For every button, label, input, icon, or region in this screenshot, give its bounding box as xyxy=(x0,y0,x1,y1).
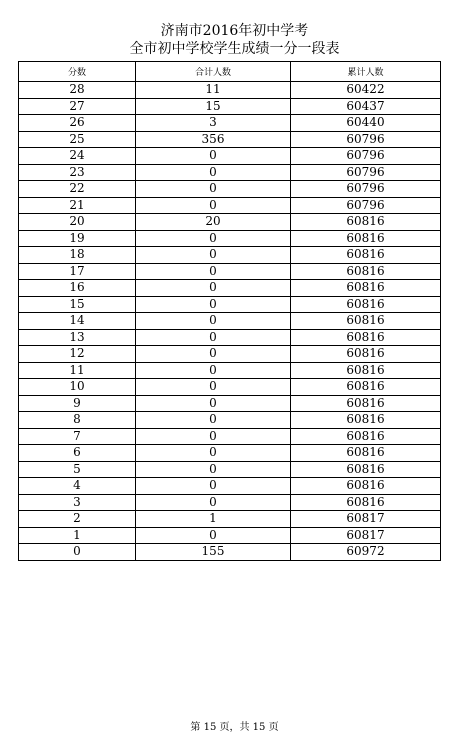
cell-cumulative: 60796 xyxy=(291,181,441,198)
table-row xyxy=(19,247,441,264)
cell-cumulative: 60816 xyxy=(291,247,441,264)
table-header-row xyxy=(19,62,441,82)
cell-count: 0 xyxy=(136,313,291,330)
cell-score: 14 xyxy=(19,313,136,330)
table-row xyxy=(19,82,441,99)
cell-count: 0 xyxy=(136,263,291,280)
doc-subtitle: 全市初中学校学生成绩一分一段表 xyxy=(129,41,340,57)
cell-count: 0 xyxy=(136,296,291,313)
score-distribution-table xyxy=(18,61,441,561)
table-row xyxy=(19,329,441,346)
cell-cumulative: 60816 xyxy=(291,412,441,429)
cell-cumulative: 60816 xyxy=(291,395,441,412)
cell-score: 4 xyxy=(19,478,136,495)
cell-count: 0 xyxy=(136,230,291,247)
table-row xyxy=(19,230,441,247)
cell-score: 19 xyxy=(19,230,136,247)
cell-score: 2 xyxy=(19,511,136,528)
cell-cumulative: 60796 xyxy=(291,131,441,148)
table-row xyxy=(19,197,441,214)
header-count: 合计人数 xyxy=(136,62,291,82)
cell-score: 15 xyxy=(19,296,136,313)
cell-score: 7 xyxy=(19,428,136,445)
cell-score: 16 xyxy=(19,280,136,297)
cell-score: 18 xyxy=(19,247,136,264)
cell-score: 0 xyxy=(19,544,136,561)
cell-count: 0 xyxy=(136,379,291,396)
cell-score: 6 xyxy=(19,445,136,462)
cell-count: 11 xyxy=(136,82,291,99)
cell-cumulative: 60440 xyxy=(291,115,441,132)
cell-score: 27 xyxy=(19,98,136,115)
cell-count: 0 xyxy=(136,346,291,363)
table-row xyxy=(19,445,441,462)
cell-count: 15 xyxy=(136,98,291,115)
cell-count: 0 xyxy=(136,148,291,165)
table-row xyxy=(19,527,441,544)
cell-score: 9 xyxy=(19,395,136,412)
cell-count: 3 xyxy=(136,115,291,132)
cell-count: 0 xyxy=(136,494,291,511)
cell-score: 11 xyxy=(19,362,136,379)
table-row xyxy=(19,412,441,429)
cell-score: 26 xyxy=(19,115,136,132)
table-row xyxy=(19,478,441,495)
table-row xyxy=(19,461,441,478)
cell-cumulative: 60816 xyxy=(291,346,441,363)
table-body xyxy=(19,82,441,561)
cell-cumulative: 60816 xyxy=(291,362,441,379)
cell-count: 1 xyxy=(136,511,291,528)
cell-score: 25 xyxy=(19,131,136,148)
table-row xyxy=(19,395,441,412)
cell-cumulative: 60816 xyxy=(291,313,441,330)
cell-count: 0 xyxy=(136,478,291,495)
cell-count: 0 xyxy=(136,527,291,544)
table-row xyxy=(19,181,441,198)
cell-count: 0 xyxy=(136,412,291,429)
cell-count: 0 xyxy=(136,428,291,445)
table-row xyxy=(19,544,441,561)
cell-cumulative: 60816 xyxy=(291,478,441,495)
table-row xyxy=(19,214,441,231)
cell-count: 0 xyxy=(136,329,291,346)
table-row xyxy=(19,313,441,330)
cell-count: 0 xyxy=(136,461,291,478)
cell-cumulative: 60816 xyxy=(291,230,441,247)
cell-score: 13 xyxy=(19,329,136,346)
cell-score: 12 xyxy=(19,346,136,363)
cell-cumulative: 60817 xyxy=(291,511,441,528)
cell-cumulative: 60816 xyxy=(291,379,441,396)
header-cumulative: 累计人数 xyxy=(291,62,441,82)
cell-count: 0 xyxy=(136,247,291,264)
cell-score: 23 xyxy=(19,164,136,181)
table-row xyxy=(19,362,441,379)
cell-cumulative: 60817 xyxy=(291,527,441,544)
doc-title: 济南市2016年初中学考 xyxy=(160,23,309,39)
table-row xyxy=(19,511,441,528)
cell-cumulative: 60437 xyxy=(291,98,441,115)
cell-cumulative: 60816 xyxy=(291,494,441,511)
header-score: 分数 xyxy=(19,62,136,82)
table-row xyxy=(19,494,441,511)
cell-count: 0 xyxy=(136,362,291,379)
table-row xyxy=(19,428,441,445)
cell-cumulative: 60796 xyxy=(291,164,441,181)
cell-count: 20 xyxy=(136,214,291,231)
cell-count: 0 xyxy=(136,164,291,181)
table-row xyxy=(19,379,441,396)
cell-score: 1 xyxy=(19,527,136,544)
cell-score: 28 xyxy=(19,82,136,99)
cell-score: 5 xyxy=(19,461,136,478)
cell-count: 155 xyxy=(136,544,291,561)
cell-count: 0 xyxy=(136,181,291,198)
cell-score: 10 xyxy=(19,379,136,396)
cell-cumulative: 60816 xyxy=(291,296,441,313)
table-row xyxy=(19,164,441,181)
cell-cumulative: 60816 xyxy=(291,214,441,231)
cell-count: 356 xyxy=(136,131,291,148)
table-row xyxy=(19,98,441,115)
cell-count: 0 xyxy=(136,280,291,297)
page-footer: 第 15 页，共 15 页 xyxy=(190,722,279,733)
cell-cumulative: 60816 xyxy=(291,428,441,445)
cell-score: 20 xyxy=(19,214,136,231)
cell-cumulative: 60422 xyxy=(291,82,441,99)
cell-cumulative: 60972 xyxy=(291,544,441,561)
table-row xyxy=(19,296,441,313)
cell-count: 0 xyxy=(136,395,291,412)
cell-cumulative: 60816 xyxy=(291,461,441,478)
cell-cumulative: 60816 xyxy=(291,280,441,297)
table-row xyxy=(19,115,441,132)
table-row xyxy=(19,263,441,280)
cell-cumulative: 60816 xyxy=(291,329,441,346)
cell-cumulative: 60816 xyxy=(291,445,441,462)
table-row xyxy=(19,131,441,148)
cell-count: 0 xyxy=(136,445,291,462)
cell-score: 22 xyxy=(19,181,136,198)
table-row xyxy=(19,148,441,165)
cell-cumulative: 60796 xyxy=(291,148,441,165)
table-row xyxy=(19,346,441,363)
cell-cumulative: 60796 xyxy=(291,197,441,214)
cell-score: 17 xyxy=(19,263,136,280)
table-row xyxy=(19,280,441,297)
cell-score: 3 xyxy=(19,494,136,511)
cell-score: 21 xyxy=(19,197,136,214)
cell-cumulative: 60816 xyxy=(291,263,441,280)
cell-score: 24 xyxy=(19,148,136,165)
cell-score: 8 xyxy=(19,412,136,429)
cell-count: 0 xyxy=(136,197,291,214)
